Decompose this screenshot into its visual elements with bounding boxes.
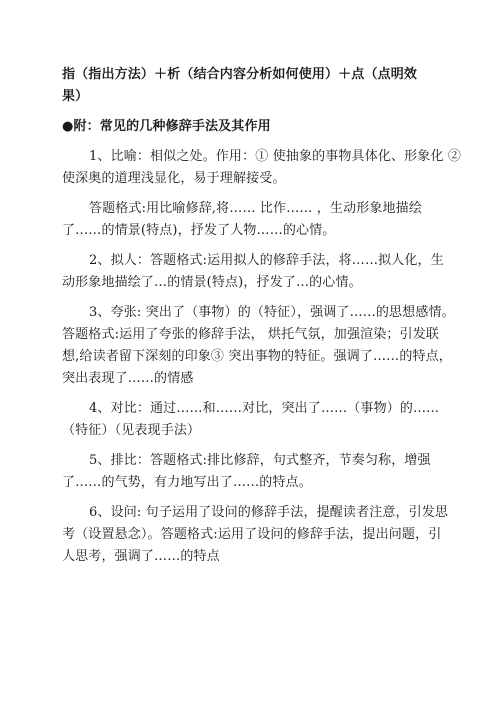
contrast-line-2: （特征）（见表现手法） [62, 423, 201, 438]
rhetorical-question-line-1: 6、设问: 句子运用了设问的修辞手法，提醒读者注意，引发思 [89, 505, 449, 520]
metaphor-paragraph-line-1: 1、比喻：相似之处。作用：① 使抽象的事物具体化、形象化 ② [89, 149, 462, 164]
rhetorical-question-line-2: 考（设置悬念）。答题格式:运用了设问的修辞手法，提出问题，引 [62, 527, 442, 542]
personification-line-1: 2、拟人：答题格式:运用拟人的修辞手法，将……拟人化，生 [89, 253, 444, 268]
document-page [62, 64, 462, 568]
exaggeration-line-2: 答题格式:运用了夸张的修辞手法， 烘托气氛，加强渲染；引发联 [62, 327, 440, 342]
exaggeration-line-4: 突出表现了……的情感 [62, 371, 194, 386]
metaphor-paragraph-line-2: 使深奥的道理浅显化，易于理解接受。 [62, 171, 286, 186]
metaphor-answer-line-2: 了……的情景(特点)，抒发了人物……的心情。 [62, 223, 336, 238]
exaggeration-line-3: 想,给读者留下深刻的印象③ 突出事物的特征。强调了……的特点， [62, 349, 452, 364]
section-heading: ●附：常见的几种修辞手法及其作用 [62, 119, 271, 134]
personification-line-2: 动形象地描绘了…的情景(特点)，抒发了…的心情。 [62, 275, 362, 290]
rhetorical-question-line-3: 人思考，强调了……的特点 [62, 549, 220, 564]
exaggeration-line-1: 3、夸张: 突出了（事物）的（特征），强调了……的思想感情。 [89, 305, 455, 320]
metaphor-answer-line-1: 答题格式:用比喻修辞,将…… 比作…… ，生动形象地描绘 [89, 201, 422, 216]
parallelism-line-1: 5、排比：答题格式:排比修辞，句式整齐，节奏匀称，增强 [89, 453, 431, 468]
answer-formula-line-2: 果） [62, 89, 89, 104]
parallelism-line-2: 了……的气势，有力地写出了……的特点。 [62, 475, 312, 490]
answer-formula-line-1: 指（指出方法）＋析（结合内容分析如何使用）＋点（点明效 [62, 67, 418, 82]
contrast-line-1: 4、对比：通过……和……对比，突出了……（事物）的…… [89, 401, 440, 416]
